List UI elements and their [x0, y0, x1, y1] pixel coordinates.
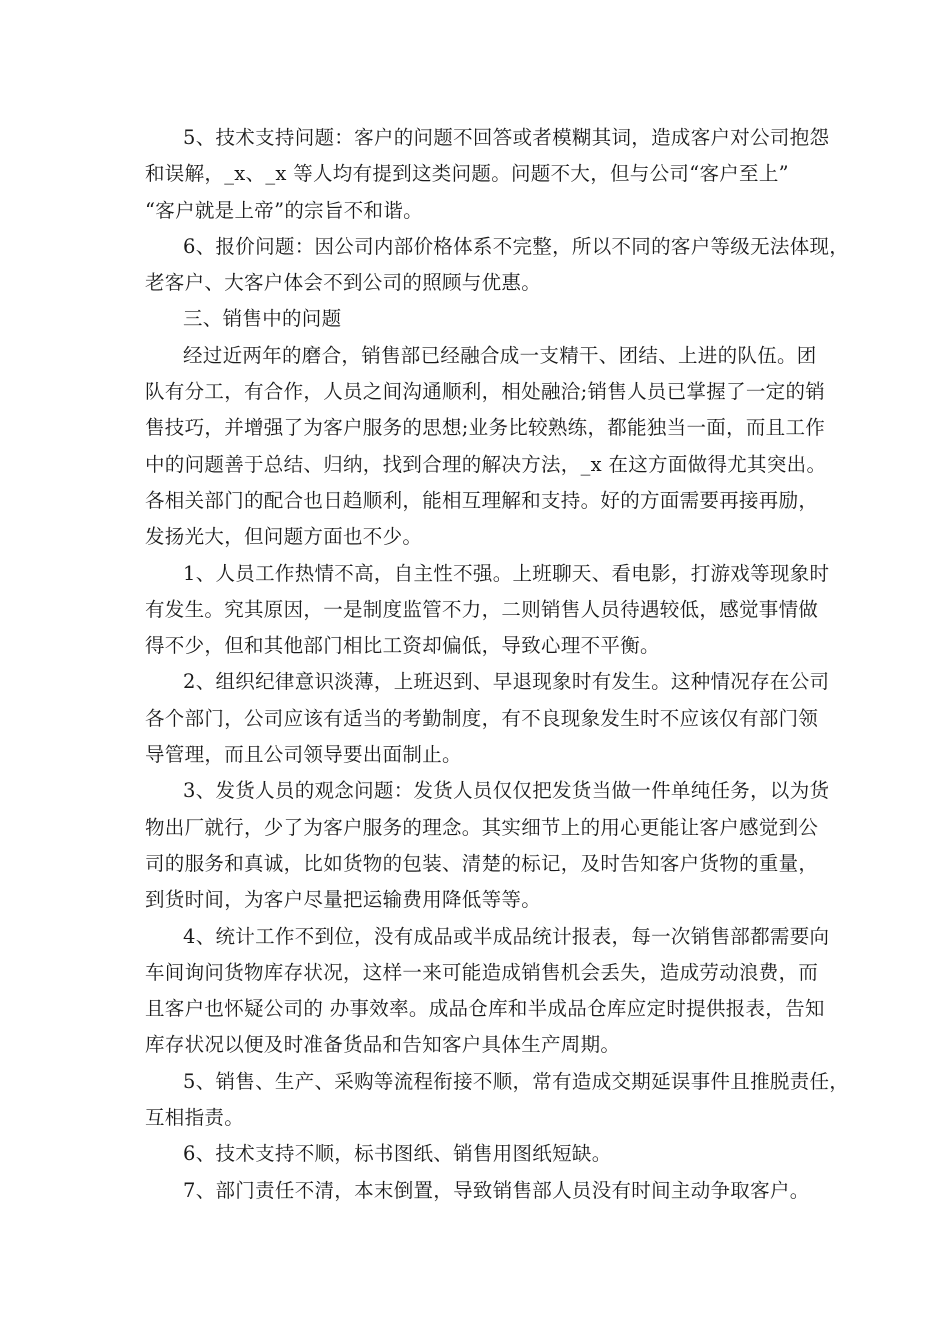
text-line: 老客户、大客户体会不到公司的照顾与优惠。: [145, 271, 542, 295]
text-line: 得不少，但和其他部门相比工资却偏低，导致心理不平衡。: [145, 634, 660, 658]
text-line: 车间询问货物库存状况，这样一来可能造成销售机会丢失，造成劳动浪费，而: [145, 960, 819, 984]
text-line: 导管理，而且公司领导要出面制止。: [145, 743, 462, 767]
text-line: 3、发货人员的观念问题：发货人员仅仅把发货当做一件单纯任务，以为货: [183, 779, 830, 803]
text-line: 和误解，_x、_x 等人均有提到这类问题。问题不大，但与公司“客户至上”: [145, 162, 789, 186]
text-line: 有发生。究其原因，一是制度监管不力，二则销售人员待遇较低，感觉事情做: [145, 597, 819, 621]
text-line: 中的问题善于总结、归纳，找到合理的解决方法，_x 在这方面做得尤其突出。: [145, 452, 827, 476]
text-line: 4、统计工作不到位，没有成品或半成品统计报表，每一次销售部都需要向: [183, 924, 830, 948]
text-line: 2、组织纪律意识淡薄，上班迟到、早退现象时有发生。这种情况存在公司: [183, 670, 830, 694]
text-line: “客户就是上帝”的宗旨不和谐。: [145, 198, 423, 222]
section-heading: 三、销售中的问题: [183, 307, 342, 331]
text-line: 1、人员工作热情不高，自主性不强。上班聊天、看电影，打游戏等现象时: [183, 561, 830, 585]
text-line: 各个部门，公司应该有适当的考勤制度，有不良现象发生时不应该仅有部门领: [145, 706, 819, 730]
text-line: 物出厂就行，少了为客户服务的理念。其实细节上的用心更能让客户感觉到公: [145, 815, 819, 839]
text-line: 发扬光大，但问题方面也不少。: [145, 525, 423, 549]
text-line: 6、技术支持不顺，标书图纸、销售用图纸短缺。: [183, 1142, 612, 1166]
text-line: 5、技术支持问题：客户的问题不回答或者模糊其词，造成客户对公司抱怨: [183, 126, 830, 149]
text-line: 到货时间，为客户尽量把运输费用降低等等。: [145, 888, 542, 912]
text-line: 各相关部门的配合也日趋顺利，能相互理解和支持。好的方面需要再接再励，: [145, 488, 819, 512]
text-line: 队有分工，有合作，人员之间沟通顺利，相处融洽;销售人员已掌握了一定的销: [145, 380, 826, 404]
text-line: 且客户也怀疑公司的 办事效率。成品仓库和半成品仓库应定时提供报表，告知: [145, 997, 825, 1021]
text-line: 6、报价问题：因公司内部价格体系不完整，所以不同的客户等级无法体现，: [183, 234, 850, 258]
text-line: 库存状况以便及时准备货品和告知客户具体生产周期。: [145, 1033, 621, 1057]
text-line: 售技巧，并增强了为客户服务的思想;业务比较熟练，都能独当一面，而且工作: [145, 416, 826, 440]
text-line: 经过近两年的磨合，销售部已经融合成一支精干、团结、上进的队伍。团: [183, 343, 817, 367]
text-line: 7、部门责任不清，本末倒置，导致销售部人员没有时间主动争取客户。: [183, 1178, 810, 1202]
text-line: 5、销售、生产、采购等流程衔接不顺，常有造成交期延误事件且推脱责任，: [183, 1069, 850, 1093]
document-body: [145, 120, 850, 1209]
text-line: 互相指责。: [145, 1106, 245, 1130]
text-line: 司的服务和真诚，比如货物的包装、清楚的标记，及时告知客户货物的重量，: [145, 851, 819, 875]
